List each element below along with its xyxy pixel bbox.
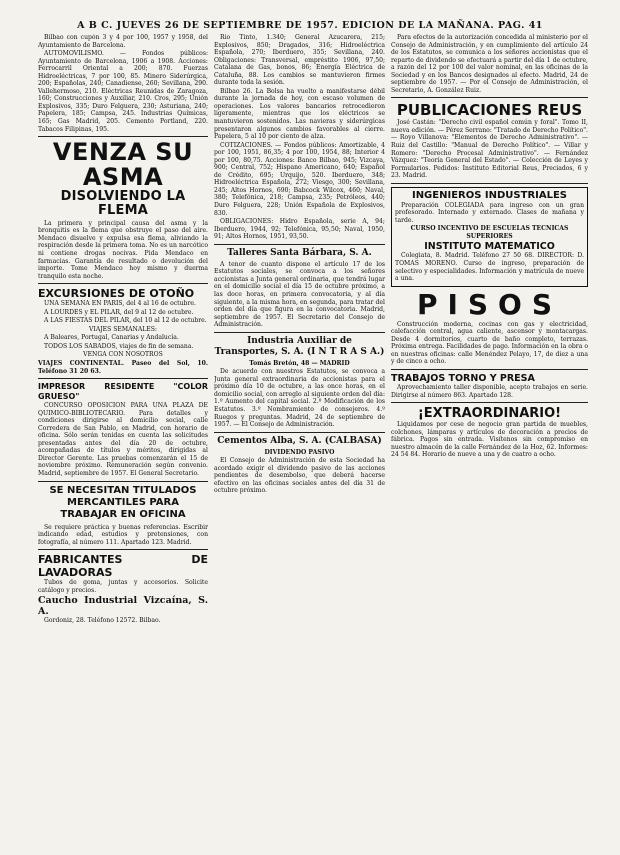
titulados-body: Se requiere práctica y buenas referencias. Escribir indicando edad, estudios y pretensiones, con fotografía, al número 111. Apartado 123. Madrid. [38, 523, 208, 546]
divider [214, 332, 385, 333]
excursion-item: A LAS FIESTAS DEL PILAR, del 10 al 12 de octubre. [44, 317, 207, 325]
pisos-body: Construcción moderna, cocinas con gas y electricidad, calefacción central, agua caliente, ascensor y montacargas. Desde 4 dormitorios, cuarto de baño completo, terrazas. Próxima entrega. Facilidades de pago. Información en la obra o en nuestras oficinas: calle Menéndez Pelayo, 17, de diez a una y de cinco a ocho. [391, 320, 588, 366]
venza-body: La primera y principal causa del asma y la bronquitis es la flema que obstruye el paso del aire. Mendaco disuelve y expulsa esa flema, aliviando la respiración desde la primera toma. No es un narcótico ni contiene drogas nocivas. Pida Mendaco en farmacias. Garantía de resultado o devolución del importe. Tome Mendaco hoy mismo y duerma tranquilo esta noche. [38, 219, 208, 280]
divider [214, 244, 385, 245]
column-1 [38, 34, 208, 834]
extraordinario-headline: ¡EXTRAORDINARIO! [417, 406, 562, 422]
titulados-headline: SE NECESITAN TITULADOS MERCANTILES PARA TRABAJAR EN OFICINA [49, 484, 197, 520]
cementos-body: El Consejo de Administración de esta Sociedad ha acordado exigir el dividendo pasivo de las acciones pendientes de desembolso, que deberá hacerse efectivo en las oficinas sociales antes del día 31 de octubre próximo. [214, 457, 385, 495]
instituto-headline: INSTITUTO MATEMATICO [424, 241, 555, 253]
santa-barbara-headline: Talleres Santa Bárbara, S. A. [227, 247, 372, 258]
ingenieros-body: Preparación COLEGIADA para ingreso con un gran profesorado. Internado y externado. Clases de mañana y tarde. [395, 201, 584, 224]
publicaciones-reus-headline: PUBLICACIONES REUS [396, 101, 583, 120]
excursion-contact: VIAJES CONTINENTAL. Paseo del Sol, 10. Teléfono 31 20 63. [38, 359, 208, 375]
intrasa-headline: Industria Auxiliar de Transportes, S. A. (I N T R A S A.) [214, 335, 385, 357]
cotizaciones-text: COTIZACIONES. — Fondos públicos: Amortizable, 4 por 100, 1951, 86,35; 4 por 100, 1954, 88; Interior 4 por 100, 80,75. Acciones: Banco Bilbao, 945; Vizcaya, 900; Central, 752; Hispano Americano, 640; Español de Crédito, 695; Urquijo, 520. Iberduero, 348; Hidroeléctrica Española, 272; Viesgo, 300; Sevillana, 245; Altos Hornos, 690; Babcock Wilcox, 460; Naval, 380; Telefónica, 218; Campsa, 235; Petróleos, 440; Duro Felguera, 228; Unión Española de Explosivos, 830. [214, 141, 385, 217]
pisos-headline: PISOS [416, 287, 563, 321]
publicaciones-body: José Castán: "Derecho civil español común y foral". Tomo II, nueva edición. — Pérez Serrano: "Tratado de Derecho Político". — Royo Villanova: "Elementos de Derecho Administrativo". — Ruiz del Castillo: "Manual de Derecho Político". — Villar y Romero: "Derecho Procesal Administrativo". — Fernández Vázquez: "Teoría General del Estado". — Colección de Leyes y Formularios. Pedidos: Instituto Editorial Reus, Preciados, 6 y 23. Madrid. [391, 119, 588, 180]
trabajos-headline: TRABAJOS TORNO Y PRESA [391, 372, 535, 384]
bolsa-text: Rio Tinto, 1.340; General Azucarera, 215; Explosivos, 850; Dragados, 316; Hidroeléctrica Española, 270; Iberduero, 355; Sevillana, 240. Obligaciones: Transversal, empréstito 1906, 97,50; Catalana de Gas, bonos, 86; Energía Eléctrica de Cataluña, 88. Los cambios se mantuvieron firmes durante toda la sesión. [214, 34, 385, 87]
extraordinario-body: Liquidamos por cese de negocio gran partida de muebles, colchones, lámparas y artículos de decoración a precios de fábrica. Pagos sin entrada. Visítenos sin compromiso en nuestro almacén de la calle Fernández de la Hoz, 62. Informes: 24 54 84. Horario de nueve a una y de cuatro a ocho. [391, 421, 588, 459]
venza-headline: VENZA SU ASMA [52, 138, 194, 192]
obligaciones-text: OBLIGACIONES: Hidro Española, serie A, 94; Iberduero, 1944, 92; Telefónica, 95,50; Naval, 1950, 91; Altos Hornos, 1951, 93,50. [214, 218, 385, 241]
intro-text: Bilbao con cupón 3 y 4 por 100, 1957 y 1958, del Ayuntamiento de Barcelona. [38, 34, 208, 49]
excursion-item: UNA SEMANA EN PARIS, del 4 al 16 de octubre. [44, 300, 196, 308]
excursiones-headline: EXCURSIONES DE OTOÑO [38, 287, 195, 301]
cementos-headline: Cementos Alba, S. A. (CALBASA) [217, 435, 382, 446]
impresor-headline: IMPRESOR RESIDENTE "COLOR GRUESO" [38, 382, 208, 402]
divider [38, 136, 208, 137]
ingenieros-curso: CURSO INCENTIVO DE ESCUELAS TECNICAS SUPERIORES [410, 225, 569, 240]
divider [391, 183, 588, 184]
excursion-item: VENGA CON NOSOTROS [83, 351, 163, 359]
column-2 [214, 34, 385, 834]
divider [38, 549, 208, 550]
intrasa-address: Tomás Bretón, 48 — MADRID [249, 359, 350, 367]
impresor-body: CONCURSO OPOSICION PARA UNA PLAZA DE QUIMICO-BIBLIOTECARIO. Para detalles y condiciones dirigirse al domicilio social, calle Corredera de San Pablo, en Madrid, con horario de oficina. Sólo serán tenidas en cuenta las solicitudes presentadas antes del día 20 de octubre, acompañadas de títulos y méritos, dirigidas al Director Gerente. Las pruebas comenzarán el 15 de noviembre próximo. Remuneración según convenio. Madrid, septiembre de 1957. El General Secretario. [38, 402, 208, 477]
divider [391, 402, 588, 403]
divider [38, 283, 208, 284]
divider [391, 369, 588, 370]
instituto-body: Colegiata, 8. Madrid. Teléfono 27 50 68. DIRECTOR: D. TOMAS MORENO. Curso de ingreso, preparación de selectivo y especialidades. Información y matrícula de nueve a una. [395, 252, 584, 283]
santa-barbara-body: A tenor de cuanto dispone el artículo 17 de los Estatutos sociales, se convoca a los señores accionistas a Junta general ordinaria, que tendrá lugar en el domicilio social el día 15 de octubre próximo, a las doce horas, en primera convocatoria, y al día siguiente, a la misma hora, en segunda, para tratar del orden del día que figura en la convocatoria. Madrid, septiembre de 1957. El Secretario del Consejo de Administración. [214, 260, 385, 329]
fabricantes-headline: FABRICANTES DE LAVADORAS [38, 553, 208, 580]
divider [214, 432, 385, 433]
page-header: A B C. JUEVES 26 DE SEPTIEMBRE DE 1957. EDICION DE LA MAÑANA. PAG. 41 [77, 20, 543, 31]
caucho-address: Gordoniz, 28. Teléfono 12572. Bilbao. [44, 617, 161, 625]
cementos-subtitle: DIVIDENDO PASIVO [264, 448, 335, 456]
column-3 [391, 34, 588, 834]
ingenieros-box [391, 187, 588, 287]
intrasa-body: De acuerdo con nuestros Estatutos, se convoca a Junta general extraordinaria de accionistas para el próximo día 10 de octubre, a las once horas, en el domicilio social, con arreglo al siguiente orden del día: 1.º Aumento del capital social. 2.º Modificación de los Estatutos. 3.º Nombramiento de consejeros. 4.º Ruegos y preguntas. Madrid, 24 de septiembre de 1957. — El Consejo de Administración. [214, 368, 385, 429]
excursion-item: A Baleares, Portugal, Canarias y Andalucía. [44, 334, 179, 342]
divider [391, 97, 588, 98]
disolviendo-headline: DISOLVIENDO LA FLEMA [60, 189, 186, 219]
trabajos-body: Aprovechamiento taller disponible, acepto trabajos en serie. Dirigirse al número 863. Apartado 128. [391, 383, 588, 399]
ingenieros-headline: INGENIEROS INDUSTRIALES [411, 189, 568, 201]
excursion-item: TODOS LOS SABADOS, viajes de fin de semana. [44, 342, 194, 350]
excursion-item: VIAJES SEMANALES: [89, 325, 157, 333]
divider [38, 378, 208, 379]
stock-listing: AUTOMOVILISMO. — Fondos públicos: Ayuntamiento de Barcelona, 1906 a 1908. Acciones: Ferrocarril Oriental a 200; 870. Fuerzas Hidroeléctricas, 7 por 100, 85. Minero Siderúrgica, 200; Españolas, 240; Canadiense, 260; Sevillana, 290. Vallehermoso, 210. Eléctricas Reunidas de Zaragoza, 160; Construcciones y Auxiliar, 210. Cros, 295; Unión Explosivos, 335; Duro Felguera, 230; Asturiana, 240; Papelera, 185; Campsa, 245. Industrias Químicas, 165; Gas Madrid, 205. Cemento Portland, 220. Tabacos Filipinas, 195. [38, 50, 208, 133]
fabricantes-body: Tubos de goma, juntas y accesorios. Solicite catálogo y precios. [38, 579, 208, 594]
dividend-notice: Para efectos de la autorización concedida al ministerio por el Consejo de Administración, y en cumplimiento del artículo 24 de los Estatutos, se comunica a los señores accionistas que el reparto de dividendo se efectuará a partir del día 1 de octubre, a razón del 12 por 100 del valor nominal, en las oficinas de la Sociedad y en los Bancos designados al efecto. Madrid, 24 de septiembre de 1957. — Por el Consejo de Administración, el Secretario, A. González Ruiz. [391, 34, 588, 94]
excursion-item: A LOURDES y EL PILAR, del 9 al 12 de octubre. [44, 308, 194, 316]
divider [38, 481, 208, 482]
bilbao-text: Bilbao 26. La Bolsa ha vuelto a manifestarse débil durante la jornada de hoy, con escaso volumen de operaciones. Los valores bancarios retrocedieron ligeramente, mientras que los eléctricos se mantuvieron sostenidos. Las navieras y siderúrgicas presentaron algunos cambios favorables al cierre. Papelera, 5 al 10 por ciento de alza. [214, 87, 385, 141]
caucho-company: Caucho Industrial Vizcaína, S. A. [38, 595, 208, 618]
